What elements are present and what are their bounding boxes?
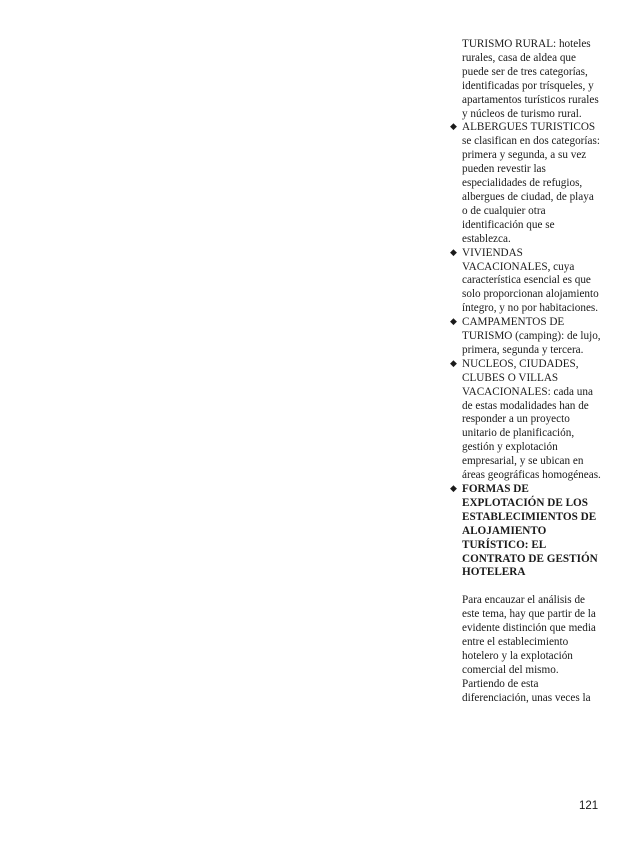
diamond-bullet-icon: ◆ bbox=[450, 484, 457, 494]
diamond-bullet-icon: ◆ bbox=[450, 122, 457, 133]
list-item-text: CAMPAMENTOS DE TURISMO (camping): de lujo, primera, segunda y tercera. bbox=[462, 316, 601, 356]
list-item-section-heading bbox=[450, 483, 602, 580]
diamond-bullet-icon: ◆ bbox=[450, 317, 457, 328]
list-item-nucleos bbox=[450, 358, 602, 483]
list-item-viviendas bbox=[450, 247, 602, 317]
section-heading: FORMAS DE EXPLOTACIÓN DE LOS ESTABLECIMIENTOS DE ALOJAMIENTO TURÍSTICO: EL CONTRATO DE GESTIÓN HOTELERA bbox=[462, 483, 598, 579]
closing-paragraph: Para encauzar el análisis de este tema, hay que partir de la evidente distinción que media entre el establecimiento hotelero y la explotación comercial del mismo. Partiendo de esta diferenciación, unas veces la bbox=[462, 594, 596, 704]
page-number: 121 bbox=[579, 800, 599, 812]
list-item-text: NUCLEOS, CIUDADES, CLUBES O VILLAS VACACIONALES: cada una de estas modalidades han de responder a un proyecto unitario de planificación, gestión y explotación empresarial, y se ubican en áreas geográficas homogéneas. bbox=[462, 357, 601, 482]
list-item-text: VIVIENDAS VACACIONALES, cuya característica esencial es que solo proporcionan alojamiento íntegro, y no por habitaciones. bbox=[462, 246, 599, 315]
diamond-bullet-icon: ◆ bbox=[450, 247, 457, 258]
list-item-campamentos bbox=[450, 316, 602, 358]
paragraph-spacer bbox=[450, 580, 602, 594]
list-item-albergues bbox=[450, 121, 602, 246]
text-column bbox=[450, 38, 602, 706]
intro-continuation-paragraph: TURISMO RURAL: hoteles rurales, casa de aldea que puede ser de tres categorías, identificadas por trísqueles, y apartamentos turísticos rurales y núcleos de turismo rural. bbox=[462, 38, 599, 120]
list-item-text: ALBERGUES TURISTICOS se clasifican en dos categorías: primera y segunda, a su vez pueden revestir las especialidades de refugios, albergues de ciudad, de playa o de cualquier otra identificación que se establezca. bbox=[462, 121, 600, 245]
diamond-bullet-icon: ◆ bbox=[450, 358, 457, 369]
